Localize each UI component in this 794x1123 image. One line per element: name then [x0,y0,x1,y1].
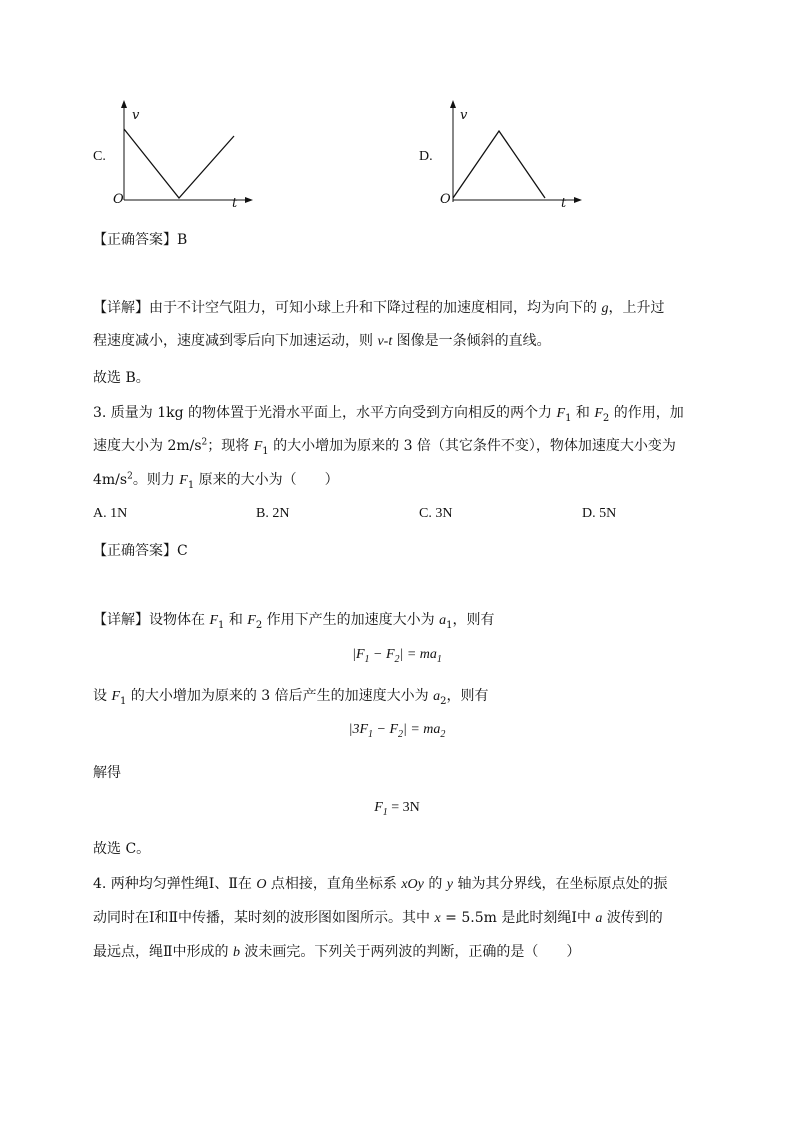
q3-stem-line2: 速度大小为 $2m/s^2$；现将 $F_1$ 的大小增加为原来的 3 倍（其它条件不变），物体加速度大小变为 [93,437,676,457]
option-c-axis-v: v [132,108,140,123]
q3-equation-1: $|F_1 - F_2| = ma_1$ [352,647,442,665]
q3-answer: 【正确答案】C [93,543,188,559]
option-d-axis-t: t [561,196,567,211]
q3-choice-b: B. 2N [256,506,290,521]
q2-detail-line1: 【详解】由于不计空气阻力，可知小球上升和下降过程的加速度相同，均为向下的 g，上升过 [93,300,665,316]
q3-stem-line3: $4m/s^2$。则力 $F_1$ 原来的大小为（ ） [93,471,339,491]
option-c-label: C. [93,149,106,164]
q3-equation-3: $F_1 = 3N$ [374,800,420,818]
q3-equation-2: $|3F_1 - F_2| = ma_2$ [348,722,446,740]
option-c-curve [124,129,234,198]
option-d-curve [453,131,545,198]
q3-detail-line1: 【详解】设物体在 $F_1$ 和 $F_2$ 作用下产生的加速度大小为 $a_1$，则有 [93,612,495,631]
option-d-label: D. [419,149,433,164]
q3-conclusion: 故选 C。 [93,841,151,857]
q2-detail-head: 【详解】 [93,300,149,316]
q3-choice-c: C. 3N [419,506,453,521]
q2-conclusion: 故选 B。 [93,370,150,386]
option-d-y-arrow [450,100,456,108]
option-c-axis-t: t [232,196,238,211]
option-c-origin: O [113,192,124,207]
q3-solve-label: 解得 [93,765,121,781]
option-d-origin: O [440,192,451,207]
q3-stem-line1: 3. 质量为 1kg 的物体置于光滑水平面上，水平方向受到方向相反的两个力 $F_1$ 和 $F_2$ 的作用，加 [93,405,684,424]
q4-stem-line3: 最远点，绳Ⅱ中形成的 b 波未画完。下列关于两列波的判断，正确的是（ ） [93,944,581,960]
q3-choice-d: D. 5N [582,506,617,521]
q3-choice-a: A. 1N [93,506,128,521]
option-c-x-arrow [245,197,253,203]
q2-detail-line2: 程速度减小，速度减到零后向下加速运动，则 v-t 图像是一条倾斜的直线。 [93,333,551,349]
q3-detail-head: 【详解】 [93,612,149,628]
q4-stem-line2: 动同时在Ⅰ和Ⅱ中传播，某时刻的波形图如图所示。其中 x = 5.5m 是此时刻绳Ⅰ中 a 波传到的 [93,910,663,926]
q2-answer: 【正确答案】B [93,232,188,248]
option-c-y-arrow [121,100,127,108]
option-d-axis-v: v [460,108,468,123]
q4-stem-line1: 4. 两种均匀弹性绳Ⅰ、Ⅱ在 O 点相接，直角坐标系 xOy 的 y 轴为其分界线，在坐标原点处的振 [93,876,668,892]
option-d-x-arrow [574,197,582,203]
q3-detail-line2: 设 $F_1$ 的大小增加为原来的 3 倍后产生的加速度大小为 $a_2$，则有 [93,688,489,707]
